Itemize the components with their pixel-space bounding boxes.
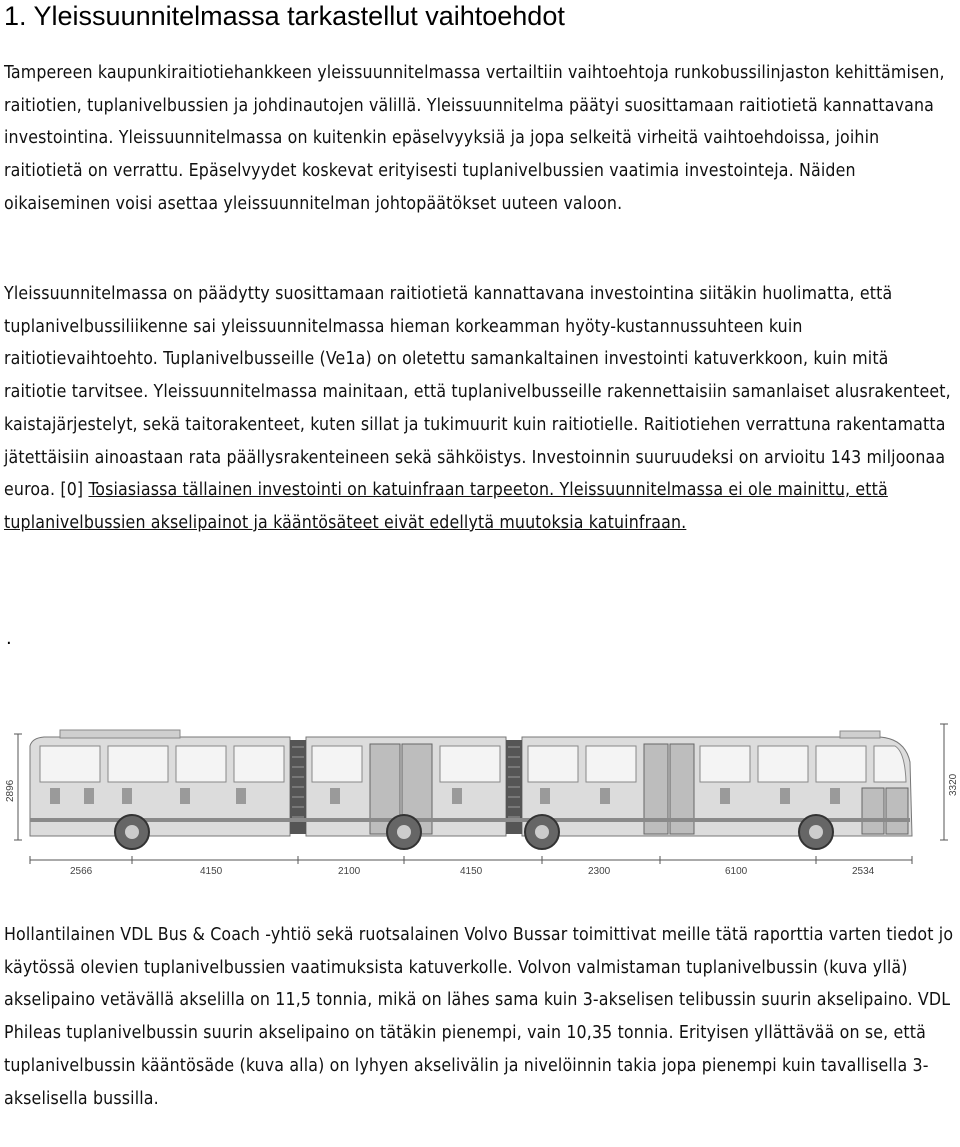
dimension-label: 2566: [70, 866, 93, 877]
section-heading: 1. Yleissuunnitelmassa tarkastellut vaihtoehdot: [4, 1, 565, 31]
underlined-statement: Tosiasiassa tällainen investointi on katuinfraan tarpeeton. Yleissuunnitelmassa ei ole mainittu, että tuplanivelbussien akselipainot ja kääntösäteet eivät edellytä muutoksia katuinfraan.: [4, 480, 888, 533]
height-label-right: 3320: [948, 773, 959, 796]
intro-paragraph: Tampereen kaupunkiraitiotiehankkeen yleissuunnitelmassa vertailtiin vaihtoehtoja runkobussilinjaston kehittämisen, raitiotien, tuplanivelbussien ja johdinautojen välillä. Yleissuunnitelma päätyi suosittamaan raitiotietä kannattavana investointina. Yleissuunnitelmassa on kuitenkin epäselvyyksiä ja jopa selkeitä virheitä vaihtoehdoissa, joihin raitiotietä on verrattu. Epäselvyydet koskevat erityisesti tuplanivelbussien vaatimia investointeja. Näiden oikaiseminen voisi asettaa yleissuunnitelman johtopäätökset uuteen valoon.: [4, 63, 945, 214]
double-articulated-bus-diagram: [0, 722, 960, 882]
stray-period: .: [6, 628, 12, 649]
investment-paragraph: [4, 278, 956, 540]
dimension-label: 2100: [338, 866, 361, 877]
vdl-volvo-paragraph: Hollantilainen VDL Bus & Coach -yhtiö sekä ruotsalainen Volvo Bussar toimittivat meille tätä raporttia varten tiedot jo käytössä olevien tuplanivelbussien vaatimuksista katuverkolle. Volvon valmistaman tuplanivelbussin (kuva yllä) akselipaino vetävällä akselilla on 11,5 tonnia, mikä on lähes sama kuin 3-akselisen telibussin suurin akselipaino. VDL Phileas tuplanivelbussin suurin akselipaino on tätäkin pienempi, vain 10,35 tonnia. Erityisen yllättävää on se, että tuplanivelbussin kääntösäde (kuva alla) on lyhyen akselivälin ja nivelöinnin takia jopa pienempi kuin tavallisella 3-akselisella bussilla.: [4, 925, 954, 1109]
dimension-label: 2300: [588, 866, 611, 877]
roof-unit-front: [840, 731, 880, 738]
dimension-label: 2534: [852, 866, 875, 877]
height-label-left: 2896: [5, 779, 16, 802]
dimension-label: 4150: [460, 866, 483, 877]
length-dimension-labels: [70, 866, 875, 877]
roof-unit-rear: [60, 730, 180, 738]
dimension-label: 6100: [725, 866, 748, 877]
dimension-label: 4150: [200, 866, 223, 877]
side-stripe: [30, 818, 910, 822]
citation-marker[interactable]: [0]: [60, 480, 84, 501]
investment-paragraph-text: Yleissuunnitelmassa on päädytty suosittamaan raitiotietä kannattavana investointina siitäkin huolimatta, että tuplanivelbussiliikenne sai yleissuunnitelmassa hieman korkeamman hyöty-kustannussuhteen kuin raitiotievaihtoehto. Tuplanivelbusseille (Ve1a) on oletettu samankaltainen investointi katuverkkoon, kuin mitä raitiotie tarvitsee. Yleissuunnitelmassa mainitaan, että tuplanivelbusseille rakennettaisiin samanlaiset alusrakenteet, kaistajärjestelyt, sekä taitorakenteet, kuten sillat ja tukimuurit kuin raitiotielle. Raitiotiehen verrattuna rakentamatta jätettäisiin ainoastaan rata päällysrakenteineen sekä sähköistys. Investoinnin suuruudeksi on arvioitu 143 miljoonaa euroa.: [4, 284, 951, 501]
